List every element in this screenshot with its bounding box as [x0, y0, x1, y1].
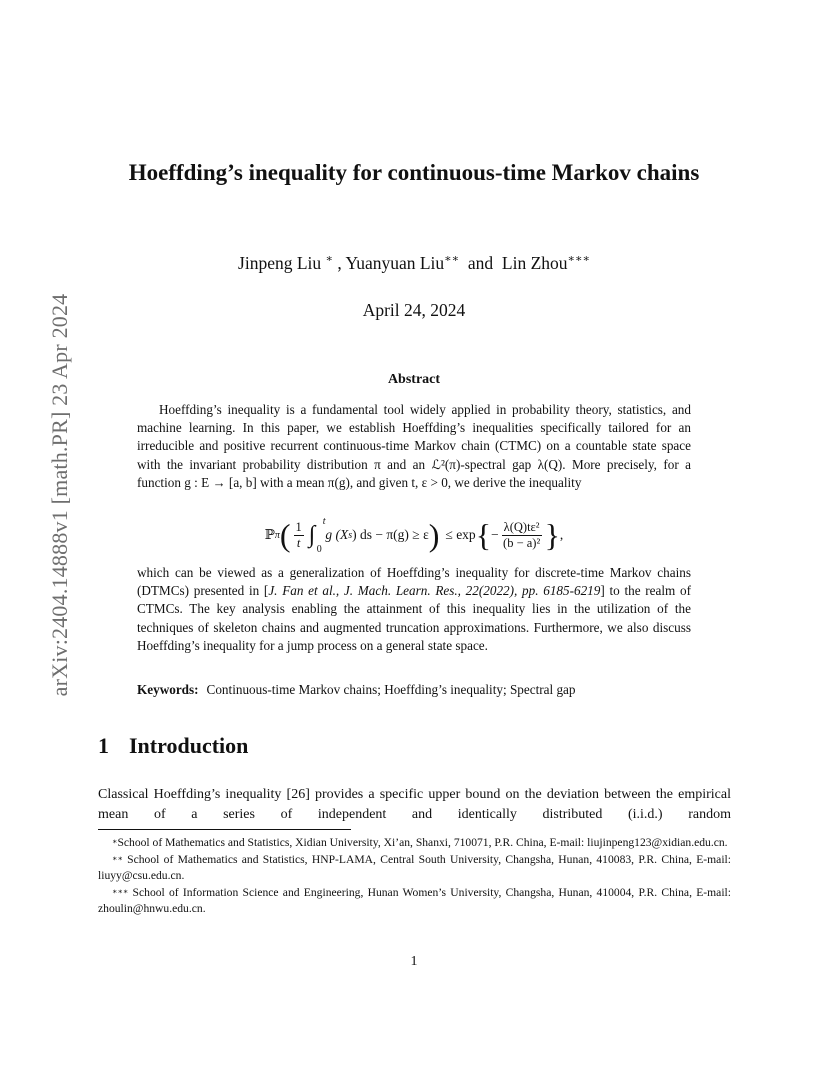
formula-integrand-sub: s: [348, 529, 353, 541]
footnote: [98, 852, 731, 885]
formula-prob: ℙ: [264, 527, 275, 542]
author-mark: ∗∗∗: [567, 253, 590, 265]
footnote-mark: ∗∗: [112, 853, 123, 863]
abstract-text: ] to the realm of CTMCs. The key analysis enabling the attainment of this inequality lies in the utilization of the techniques of skeleton chains and augmented truncation approximations. Furthermore, we also discuss Hoeffding’s inequality for a jump process on a general state space.: [137, 583, 691, 653]
keywords-line: [137, 682, 691, 698]
formula-fraction-1-over-t: [294, 520, 304, 551]
formula-trail: ,: [559, 527, 564, 542]
author-list: [110, 252, 718, 274]
paper-title: Hoeffding’s inequality for continuous-time Markov chains: [128, 160, 700, 185]
footnote-text: School of Mathematics and Statistics, Xidian University, Xi’an, Shanxi, 710071, P.R. China, E-mail: liujinpeng123@xidian.edu.cn.: [117, 836, 728, 849]
integral-lower-limit: 0: [316, 543, 322, 555]
section-number: 1: [98, 733, 109, 758]
formula-leq-exp: ≤ exp: [445, 527, 476, 542]
author-name: Jinpeng Liu: [238, 252, 322, 273]
footnote-rule: [98, 829, 351, 830]
right-paren-glyph: ): [428, 517, 440, 553]
abstract-heading: Abstract: [387, 372, 441, 387]
section-heading: [98, 733, 248, 759]
arxiv-identifier: arXiv:2404.14888v1 [math.PR] 23 Apr 2024: [47, 293, 72, 697]
formula-neg: −: [491, 527, 499, 542]
author-mark: ∗∗: [444, 253, 460, 265]
author-mark: ∗: [325, 253, 334, 265]
author-separator: and: [459, 252, 502, 273]
footnote: [98, 885, 731, 918]
fraction-numerator: 1: [295, 519, 302, 534]
paper-date: April 24, 2024: [362, 300, 466, 320]
author-name: Lin Zhou: [501, 252, 568, 273]
footnote-mark: ∗∗∗: [112, 886, 129, 896]
page-number: 1: [410, 954, 418, 969]
fraction-denominator: t: [296, 535, 301, 550]
introduction-paragraph: Classical Hoeffding’s inequality [26] provides a specific upper bound on the deviation between the empirical mean of a series of independent and identically distributed (i.i.d.) random: [98, 787, 731, 822]
abstract-paragraph: Hoeffding’s inequality is a fundamental tool widely applied in probability theory, statistics, and machine learning. In this paper, we establish Hoeffding’s inequalities specifically tailored for an irreducible and positive recurrent continuous-time Markov chain (CTMC) on a countable state space with the invariant probability distribution π and an ℒ²(π)-spectral gap λ(Q). More precisely, for a function g : E → [a, b] with a mean π(g), and given t, ε > 0, we derive the inequality: [137, 402, 691, 490]
hoeffding-formula: [137, 512, 691, 558]
footnote-text: School of Information Science and Engineering, Hunan Women’s University, Changsha, Hunan, 410004, P.R. China, E-mail: zhoulin@hnwu.edu.cn.: [98, 885, 731, 915]
formula-fraction-exponent: [502, 520, 542, 551]
author-separator: ,: [333, 252, 346, 273]
citation-reference: J. Fan et al., J. Mach. Learn. Res., 22(2022), pp. 6185-6219: [268, 583, 601, 599]
left-brace-glyph: {: [475, 517, 492, 553]
formula-prob-sub: π: [274, 529, 280, 541]
section-title: Introduction: [129, 733, 249, 758]
formula-integrand: g (X: [325, 527, 349, 542]
formula-integrand-rest: ) ds − π(g) ≥ ε: [352, 527, 429, 542]
footnote: [98, 835, 731, 852]
footnote-text: School of Mathematics and Statistics, HNP-LAMA, Central South University, Changsha, Hunan, 410083, P.R. China, E-mail: liuyy@csu.edu.cn.: [98, 852, 731, 882]
left-paren-glyph: (: [279, 517, 291, 553]
keywords-label: Keywords:: [137, 682, 199, 697]
footnotes: [98, 835, 731, 918]
right-brace-glyph: }: [544, 517, 560, 553]
integral-upper-limit: t: [322, 515, 326, 527]
fraction-numerator: λ(Q)tε²: [503, 519, 540, 534]
author-name: Yuanyuan Liu: [345, 252, 445, 273]
keywords-list: Continuous-time Markov chains; Hoeffding’s inequality; Spectral gap: [206, 682, 576, 697]
integral-sign: ∫ t 0: [308, 515, 326, 555]
footnote-mark: ∗: [112, 837, 118, 846]
abstract-paragraph-continued: [137, 564, 691, 655]
fraction-denominator: (b − a)²: [503, 535, 541, 550]
abstract-text: which can be viewed as a generalization of Hoeffding’s inequality for discrete-time Markov chains (DTMCs) presented in [: [137, 565, 691, 599]
